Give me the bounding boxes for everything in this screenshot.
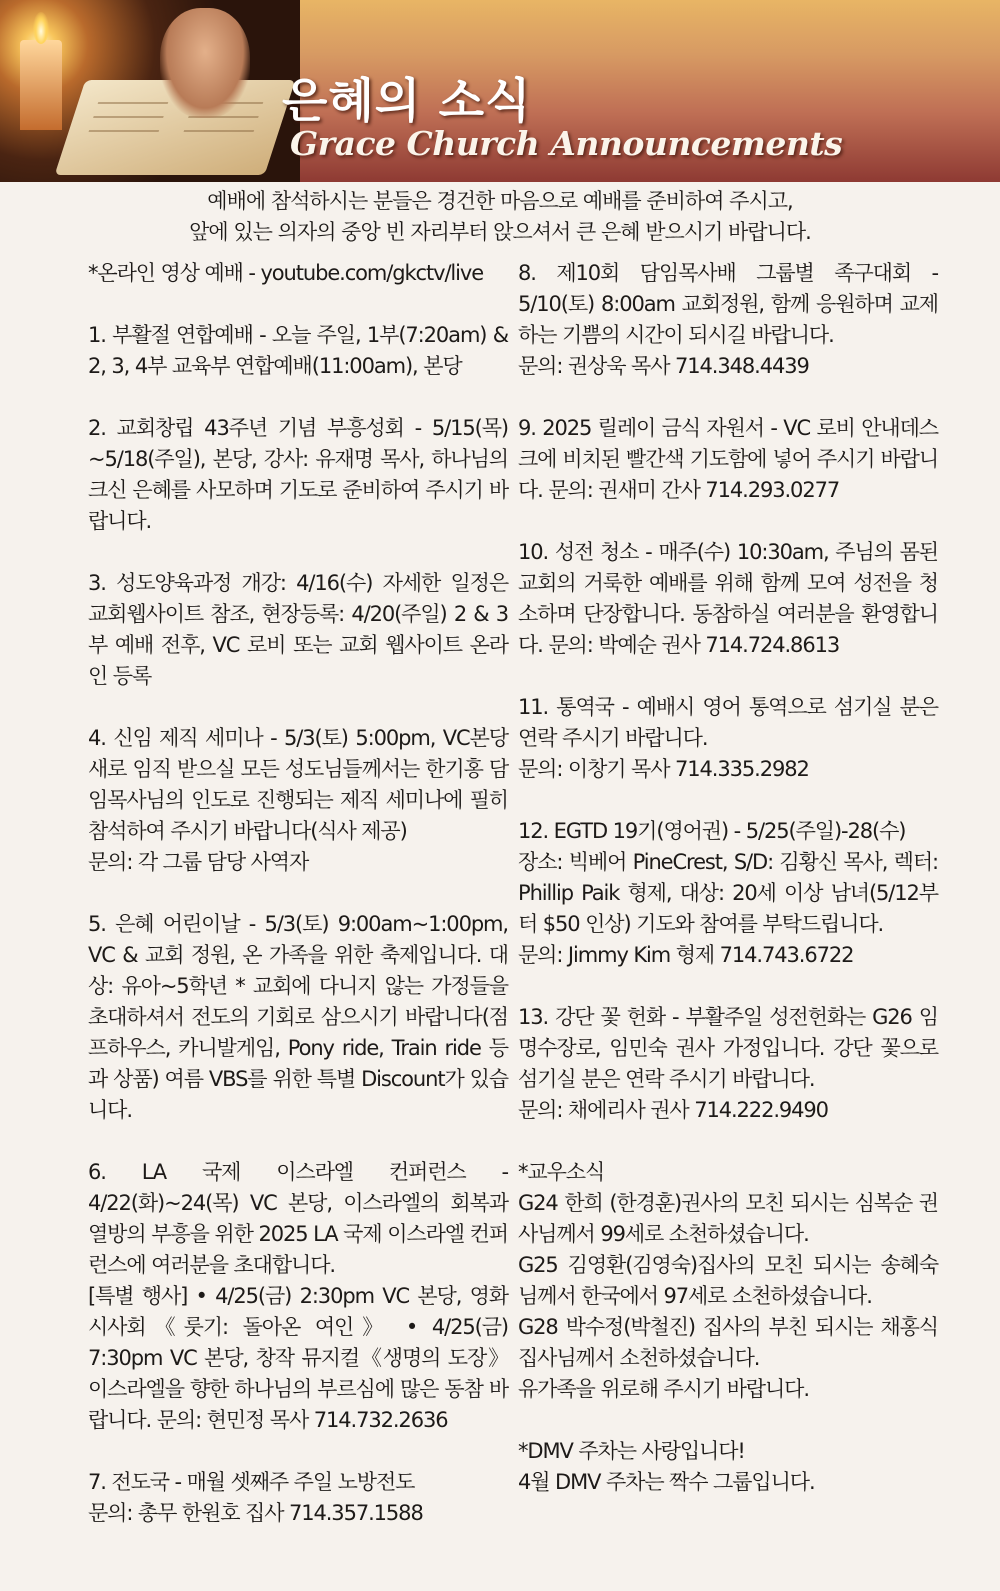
announcement-2: 2. 교회창립 43주년 기념 부흥성회 - 5/15(목) ~5/18(주일), 본당, 강사: 유재명 목사, 하나님의 크신 은혜를 사모하며 기도로 준비하여 주시기 바랍니다. <box>88 416 508 533</box>
announcement-4: 4. 신임 제직 세미나 - 5/3(토) 5:00pm, VC본당 새로 임직 받으실 모든 성도님들께서는 한기홍 담임목사님의 인도로 진행되는 제직 세미나에 필히 참석하여 주시기 바랍니다(식사 제공) 문의: 각 그룹 담당 사역자 <box>88 726 508 874</box>
announcement-5: 5. 은혜 어린이날 - 5/3(토) 9:00am~1:00pm, VC & 교회 정원, 온 가족을 위한 축제입니다. 대상: 유아~5학년 * 교회에 다니지 않는 가정들을 초대하셔서 전도의 기회로 삼으시기 바랍니다(점프하우스, 카니발게임, Pony ride, Train ride 등과 상품) 여름 VBS를 위한 특별 Discount가 있습니다. <box>88 912 508 1122</box>
candle-icon <box>20 40 62 130</box>
intro-text <box>0 186 1000 248</box>
flame-icon <box>33 12 49 44</box>
page-title: 은혜의 소식 <box>282 74 532 129</box>
announcement-1: 1. 부활절 연합예배 - 오늘 주일, 1부(7:20am) & 2, 3, 4부 교육부 연합예배(11:00am), 본당 <box>88 323 508 378</box>
announcement-10: 10. 성전 청소 - 매주(수) 10:30am, 주님의 몸된 교회의 거룩한 예배를 위해 함께 모여 성전을 청소하며 단장합니다. 동참하실 여러분을 환영합니다. 문의: 박예순 권사 714.724.8613 <box>518 540 938 657</box>
page-subtitle: Grace Church Announcements <box>290 124 843 163</box>
announcement-online: *온라인 영상 예배 - youtube.com/gkctv/live <box>88 261 484 285</box>
announcement-13: 13. 강단 꽃 헌화 - 부활주일 성전헌화는 G26 임명수장로, 임민숙 권사 가정입니다. 강단 꽃으로 섬기실 분은 연락 주시기 바랍니다. 문의: 채에리사 권사 714.222.9490 <box>518 1005 938 1122</box>
header-banner <box>0 0 1000 182</box>
announcement-7: 7. 전도국 - 매월 셋째주 주일 노방전도 문의: 총무 한원호 집사 714.357.1588 <box>88 1470 423 1525</box>
intro-line-2: 앞에 있는 의자의 중앙 빈 자리부터 앉으셔서 큰 은혜 받으시기 바랍니다. <box>189 220 811 244</box>
announcement-3: 3. 성도양육과정 개강: 4/16(수) 자세한 일정은 교회웹사이트 참조, 현장등록: 4/20(주일) 2 & 3부 예배 전후, VC 로비 또는 교회 웹사이트 온라인 등록 <box>88 571 508 688</box>
intro-line-1: 예배에 참석하시는 분들은 경건한 마음으로 예배를 준비하여 주시고, <box>207 189 793 213</box>
right-column <box>518 258 938 1498</box>
member-news: *교우소식 G24 한희 (한경훈)권사의 모친 되시는 심복순 권사님께서 99세로 소천하셨습니다. G25 김영환(김영숙)집사의 모친 되시는 송혜숙님께서 한국에서 97세로 소천하셨습니다. G28 박수정(박철진) 집사의 부친 되시는 채홍식 집사님께서 소천하셨습니다. 유가족을 위로해 주시기 바랍니다. <box>518 1160 938 1401</box>
prayer-candle-image <box>0 0 300 182</box>
announcement-12: 12. EGTD 19기(영어권) - 5/25(주일)-28(수) 장소: 빅베어 PineCrest, S/D: 김황신 목사, 렉터: Phillip Paik 형제, 대상: 20세 이상 남녀(5/12부터 $50 인상) 기도와 참여를 부탁드립니다. 문의: Jimmy Kim 형제 714.743.6722 <box>518 819 938 967</box>
left-column <box>88 258 508 1529</box>
announcement-6: 6. LA 국제 이스라엘 컨퍼런스 - 4/22(화)~24(목) VC 본당, 이스라엘의 회복과 열방의 부흥을 위한 2025 LA 국제 이스라엘 컨퍼런스에 여러분을 초대합니다. [특별 행사] • 4/25(금) 2:30pm VC 본당, 영화 시사회《룻기: 돌아온 여인》 • 4/25(금) 7:30pm VC 본당, 창작 뮤지컬《생명의 도장》 이스라엘을 향한 하나님의 부르심에 많은 동참 바랍니다. 문의: 현민정 목사 714.732.2636 <box>88 1160 508 1432</box>
announcement-9: 9. 2025 릴레이 금식 자원서 - VC 로비 안내데스크에 비치된 빨간색 기도함에 넣어 주시기 바랍니다. 문의: 권새미 간사 714.293.0277 <box>518 416 938 502</box>
announcement-11: 11. 통역국 - 예배시 영어 통역으로 섬기실 분은 연락 주시기 바랍니다. 문의: 이창기 목사 714.335.2982 <box>518 695 938 781</box>
praying-hands-icon <box>160 8 250 118</box>
dmv-parking-notice: *DMV 주차는 사랑입니다! 4월 DMV 주차는 짝수 그룹입니다. <box>518 1439 815 1494</box>
announcement-8: 8. 제10회 담임목사배 그룹별 족구대회 - 5/10(토) 8:00am 교회정원, 함께 응원하며 교제하는 기쁨의 시간이 되시길 바랍니다. 문의: 권상욱 목사 714.348.4439 <box>518 261 938 378</box>
